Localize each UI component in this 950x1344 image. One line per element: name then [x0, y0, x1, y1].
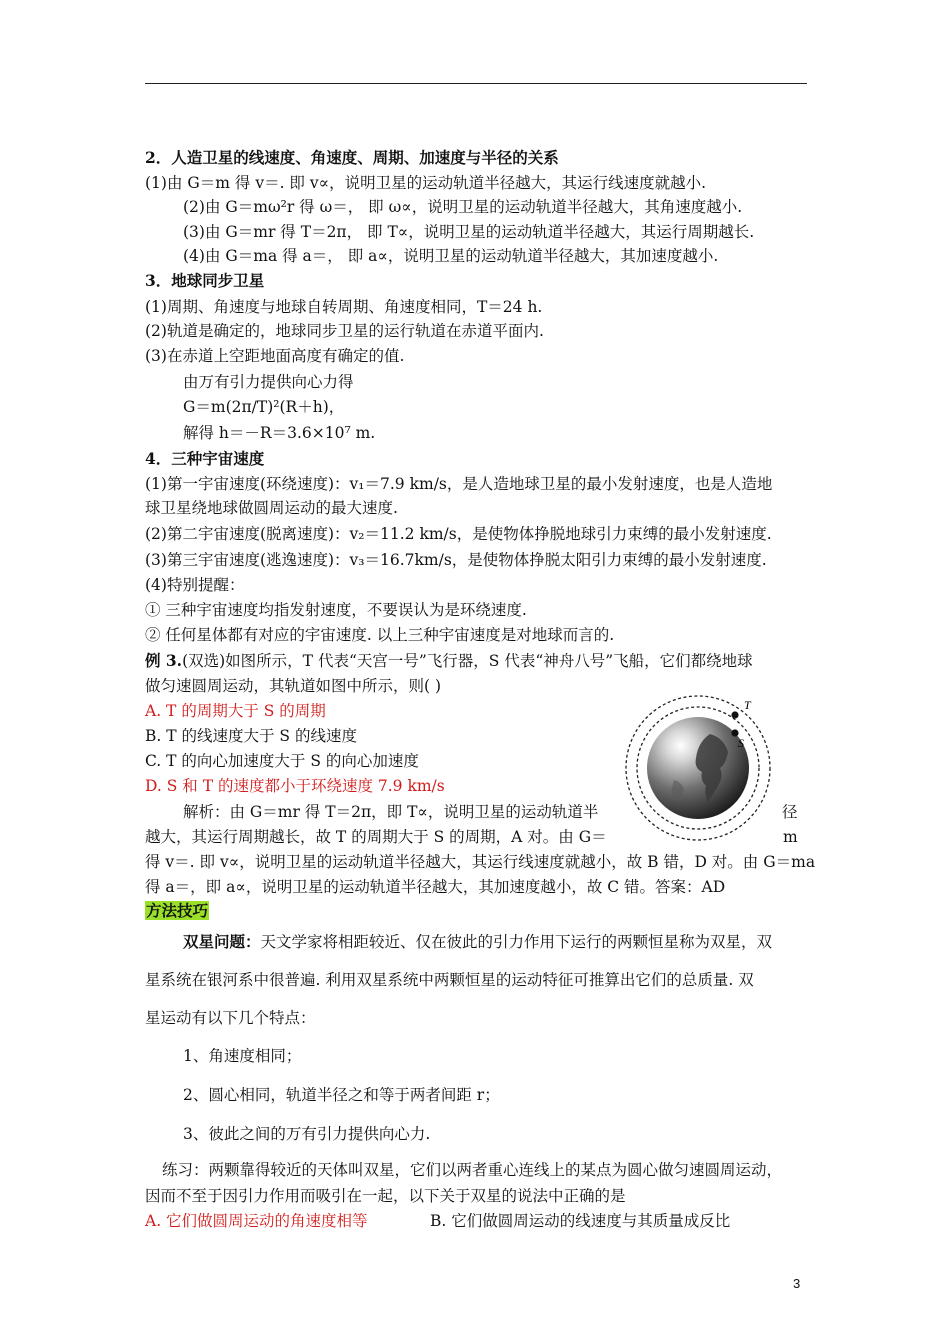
method-heading [145, 901, 209, 921]
exercise-option-a: A. 它们做圆周运动的角速度相等 [145, 1212, 368, 1230]
analysis-line: 越大，其运行周期越长，故 T 的周期大于 S 的周期，A 对。由 G＝ [145, 828, 607, 846]
text-line: (1)周期、角速度与地球自转周期、角速度相同，T＝24 h. [145, 298, 543, 316]
text-line: (1)第一宇宙速度(环绕速度)：v₁＝7.9 km/s，是人造地球卫星的最小发射速度，也是人造地 [145, 475, 773, 493]
satellite-s-label: S [738, 736, 744, 750]
exercise-question: 练习：两颗靠得较近的天体叫双星，它们以两者重心连线上的某点为圆心做匀速圆周运动， [162, 1161, 783, 1179]
text-line: (2)轨道是确定的，地球同步卫星的运行轨道在赤道平面内. [145, 322, 544, 340]
page-number: 3 [793, 1276, 801, 1291]
text-line: (2)第二宇宙速度(脱离速度)：v₂＝11.2 km/s，是使物体挣脱地球引力束缚的最小发射速度. [145, 525, 772, 543]
text-line: 做匀速圆周运动，其轨道如图中所示，则( ) [145, 677, 442, 695]
text-line: (4)特别提醒： [145, 576, 245, 594]
text-line: 星运动有以下几个特点： [145, 1009, 316, 1027]
option-b: B. T 的线速度大于 S 的线速度 [145, 727, 357, 745]
question-text: (双选)如图所示，T 代表“天宫一号”飞行器，S 代表“神舟八号”飞船，它们都绕地球 [182, 652, 753, 670]
header-rule [145, 83, 807, 84]
formula-line: 解得 h＝－R＝3.6×10⁷ m. [183, 424, 376, 442]
option-a: A. T 的周期大于 S 的周期 [145, 702, 326, 720]
text-line: (3)在赤道上空距地面高度有确定的值. [145, 347, 405, 365]
option-c: C. T 的向心加速度大于 S 的向心加速度 [145, 752, 419, 770]
double-star-text: 天文学家将相距较近、仅在彼此的引力作用下运行的两颗恒星称为双星，双 [260, 933, 773, 951]
option-d: D. S 和 T 的速度都小于环绕速度 7.9 km/s [145, 777, 445, 795]
feature-item: 1、角速度相同； [183, 1047, 302, 1065]
analysis-line: 解析：由 G＝mr 得 T＝2π，即 T∝，说明卫星的运动轨道半 [183, 803, 599, 821]
formula-line: G＝m(2π/T)²(R＋h)， [183, 398, 345, 416]
double-star-label: 双星问题： [183, 932, 261, 951]
analysis-line: 得 a＝，即 a∝，说明卫星的运动轨道半径越大，其加速度越小，故 C 错。答案：AD [145, 878, 726, 896]
analysis-fragment: 径 [782, 803, 798, 821]
text-line: ① 三种宇宙速度均指发射速度，不要误认为是环绕速度. [145, 601, 527, 619]
satellite-t-dot [731, 711, 738, 718]
double-star-intro [183, 932, 772, 952]
feature-item: 2、圆心相同，轨道半径之和等于两者间距 r； [183, 1086, 500, 1104]
method-tips-badge: 方法技巧 [146, 901, 209, 920]
analysis-line: 得 v＝. 即 v∝，说明卫星的运动轨道半径越大，其运行线速度就越小，故 B 错，D 对。由 G＝ma [145, 853, 816, 871]
text-line: 球卫星绕地球做圆周运动的最大速度. [145, 499, 398, 517]
exercise-option-b: B. 它们做圆周运动的线速度与其质量成反比 [430, 1212, 731, 1230]
satellite-t-label: T [744, 698, 751, 712]
example-label: 例 3. [145, 651, 183, 670]
text-line: 星系统在银河系中很普遍. 利用双星系统中两颗恒星的运动特征可推算出它们的总质量. 双 [145, 971, 754, 989]
analysis-fragment: m [783, 828, 798, 846]
text-line: ② 任何星体都有对应的宇宙速度. 以上三种宇宙速度是对地球而言的. [145, 626, 615, 644]
orbit-figure [618, 690, 778, 842]
text-line: 由万有引力提供向心力得 [183, 373, 354, 391]
section-4-heading: 4．三种宇宙速度 [145, 449, 265, 468]
section-2-heading: 2．人造卫星的线速度、角速度、周期、加速度与半径的关系 [145, 148, 559, 167]
text-line: (2)由 G＝mω²r 得 ω＝， 即 ω∝，说明卫星的运动轨道半径越大，其角速度越小. [183, 198, 743, 216]
section-3-heading: 3．地球同步卫星 [145, 271, 265, 290]
text-line: (3)由 G＝mr 得 T＝2π， 即 T∝，说明卫星的运动轨道半径越大，其运行周期越长. [183, 223, 755, 241]
text-line: 因而不至于因引力作用而吸引在一起，以下关于双星的说法中正确的是 [145, 1187, 626, 1205]
feature-item: 3、彼此之间的万有引力提供向心力. [183, 1125, 431, 1143]
example-3-question [145, 651, 753, 671]
text-line: (4)由 G＝ma 得 a＝， 即 a∝，说明卫星的运动轨道半径越大，其加速度越小. [183, 247, 719, 265]
text-line: (1)由 G＝m 得 v＝. 即 v∝，说明卫星的运动轨道半径越大，其运行线速度就越小. [145, 174, 707, 192]
text-line: (3)第三宇宙速度(逃逸速度)：v₃＝16.7km/s，是使物体挣脱太阳引力束缚的最小发射速度. [145, 551, 767, 569]
